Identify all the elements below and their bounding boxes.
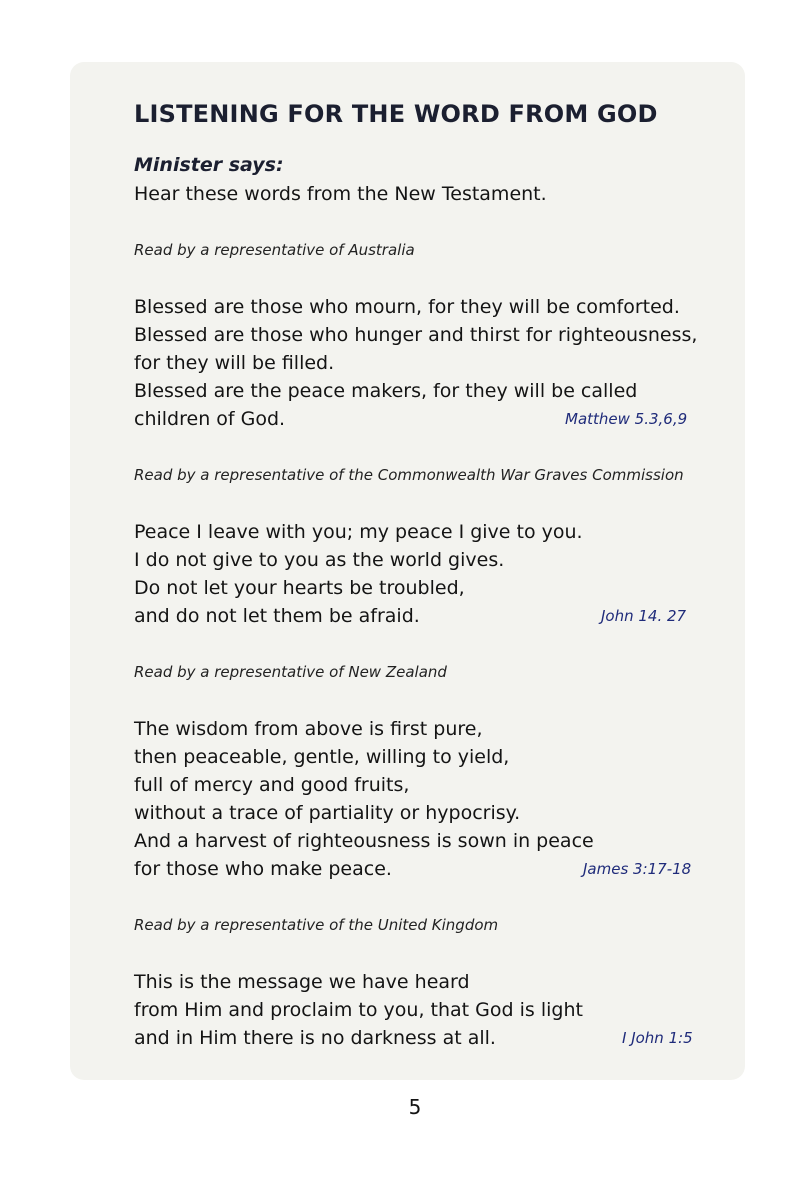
reading-line: from Him and proclaim to you, that God is light [134, 999, 583, 1021]
reading-line: then peaceable, gentle, willing to yield, [134, 746, 510, 768]
reading-line: And a harvest of righteousness is sown in peace [134, 830, 594, 852]
reading-line: for they will be filled. [134, 352, 335, 374]
reading-line: Blessed are those who hunger and thirst for righteousness, [134, 324, 698, 346]
minister-text: Hear these words from the New Testament. [134, 183, 547, 205]
reading-line: full of mercy and good fruits, [134, 774, 410, 796]
reading-line: for those who make peace. [134, 858, 392, 880]
scripture-reference: Matthew 5.3,6,9 [565, 410, 688, 428]
page-number: 5 [408, 1095, 422, 1119]
reading-line: Do not let your hearts be troubled, [134, 577, 465, 599]
reading-line: Blessed are those who mourn, for they will be comforted. [134, 296, 680, 318]
minister-label: Minister says: [134, 154, 284, 176]
page-title: LISTENING FOR THE WORD FROM GOD [134, 100, 658, 128]
reading-line: and do not let them be afraid. [134, 605, 420, 627]
reader-united-kingdom: Read by a representative of the United Kingdom [134, 916, 499, 934]
reading-line: Peace I leave with you; my peace I give to you. [134, 521, 583, 543]
reading-line: and in Him there is no darkness at all. [134, 1027, 496, 1049]
reader-cwgc: Read by a representative of the Commonwealth War Graves Commission [134, 466, 684, 484]
reader-australia: Read by a representative of Australia [134, 241, 415, 259]
reading-line: children of God. [134, 408, 286, 430]
reading-line: This is the message we have heard [134, 971, 470, 993]
scripture-reference: James 3:17-18 [583, 860, 692, 878]
reading-line: I do not give to you as the world gives. [134, 549, 505, 571]
reader-new-zealand: Read by a representative of New Zealand [134, 663, 447, 681]
scripture-reference: I John 1:5 [622, 1029, 693, 1047]
reading-line: without a trace of partiality or hypocrisy. [134, 802, 521, 824]
reading-line: Blessed are the peace makers, for they will be called [134, 380, 638, 402]
reading-line: The wisdom from above is first pure, [134, 718, 483, 740]
scripture-reference: John 14. 27 [601, 607, 687, 625]
